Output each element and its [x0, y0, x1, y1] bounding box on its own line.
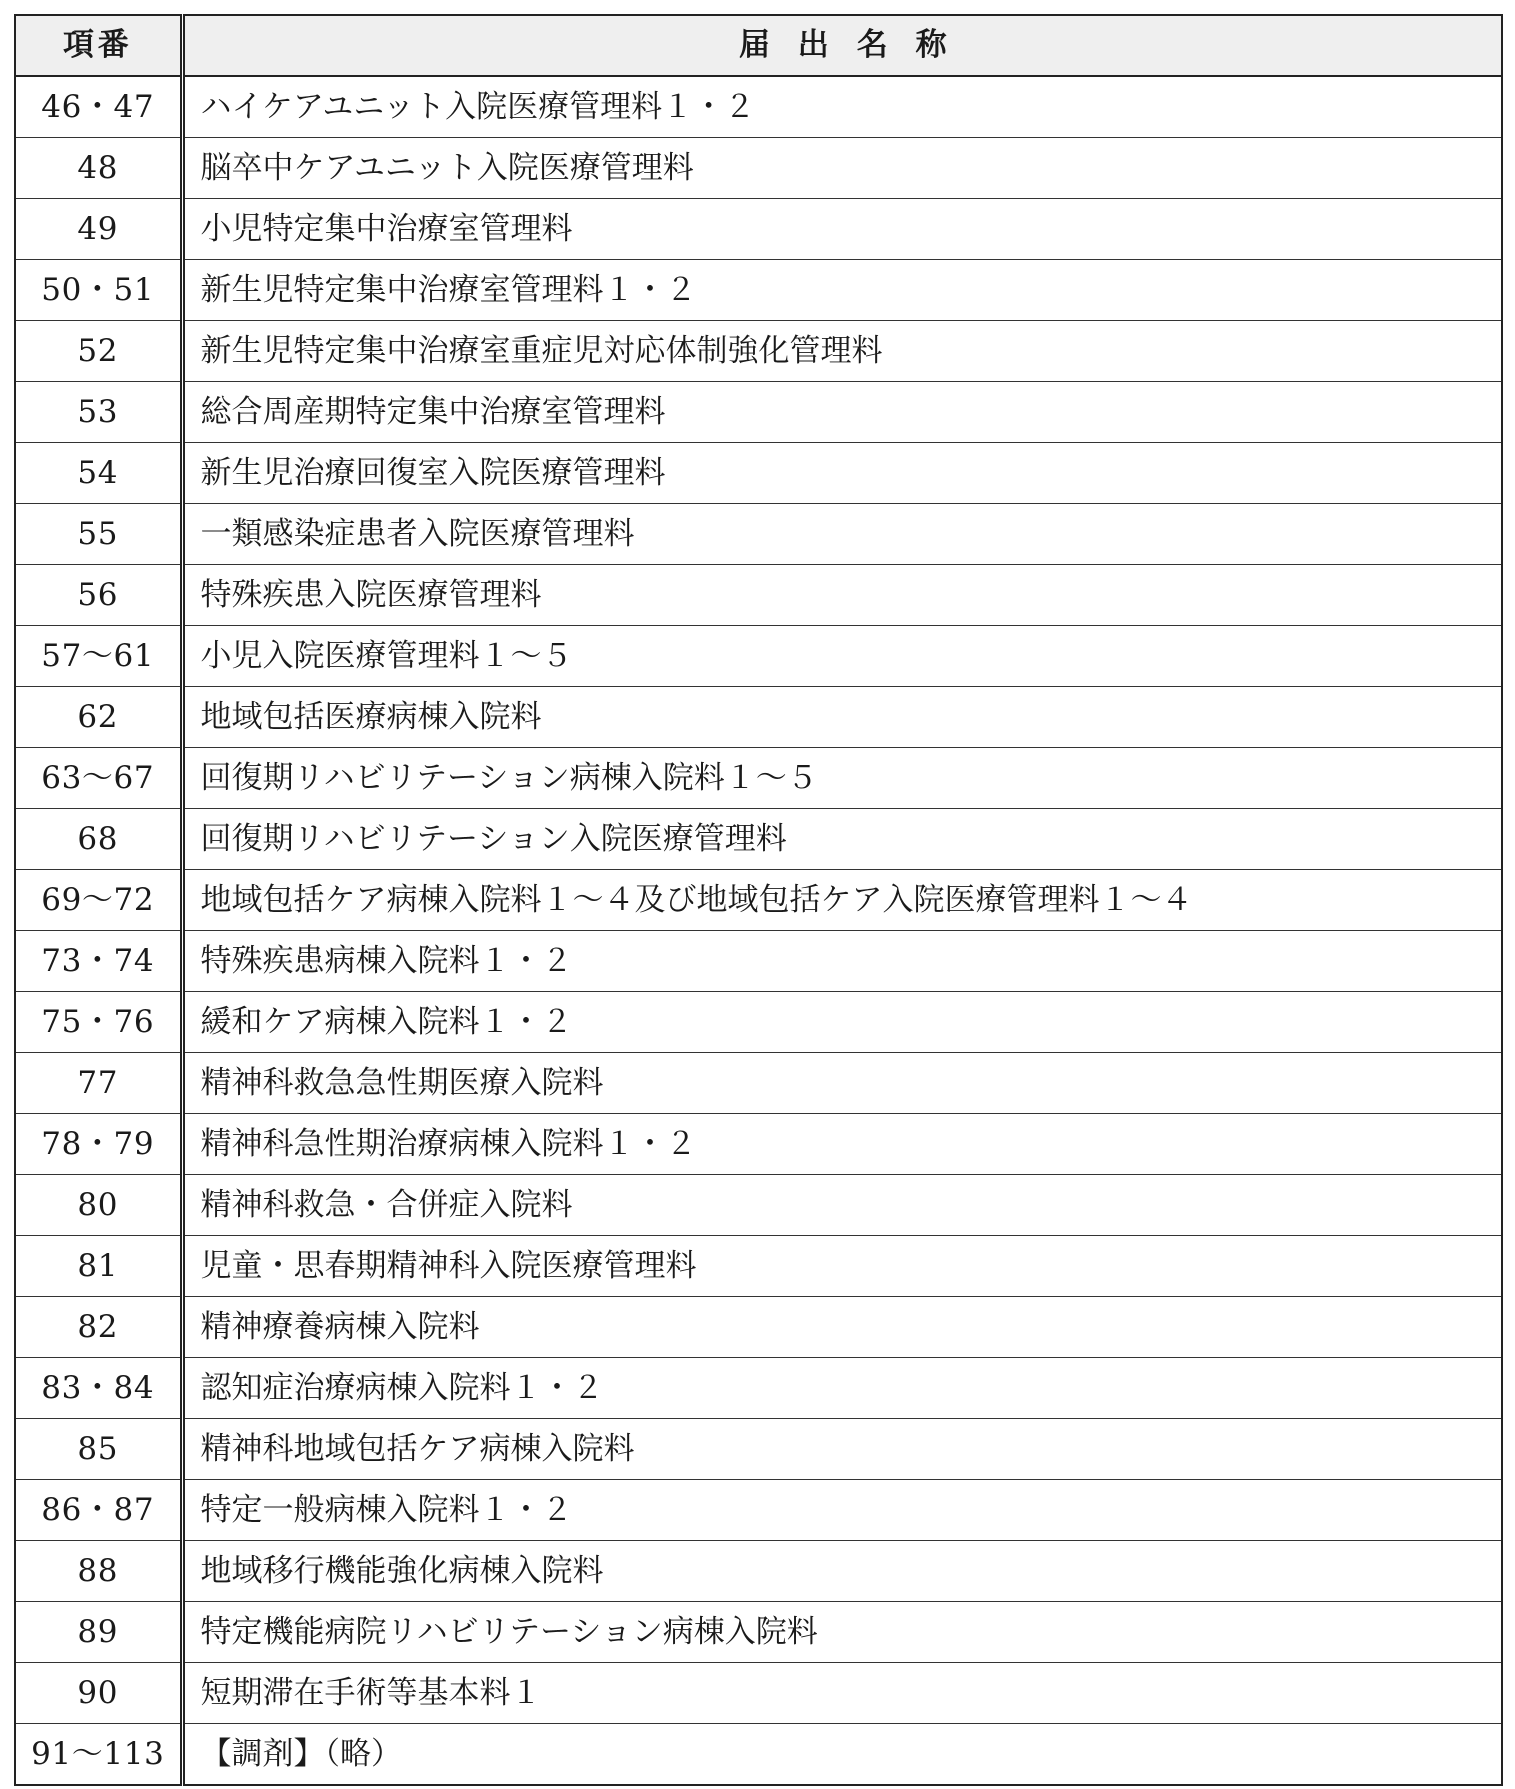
item-number-cell: 78・79 [15, 1114, 182, 1175]
item-number-cell: 48 [15, 138, 182, 199]
item-number-cell: 52 [15, 321, 182, 382]
item-number-cell: 50・51 [15, 260, 182, 321]
notification-name-cell: 認知症治療病棟入院料１・２ [182, 1358, 1502, 1419]
table-row [15, 809, 1502, 870]
table-row [15, 870, 1502, 931]
table-row [15, 1724, 1502, 1786]
notification-name-cell: 特殊疾患入院医療管理料 [182, 565, 1502, 626]
notification-name-cell: 精神科救急・合併症入院料 [182, 1175, 1502, 1236]
notification-name-cell: 地域包括医療病棟入院料 [182, 687, 1502, 748]
notification-name-cell: 地域移行機能強化病棟入院料 [182, 1541, 1502, 1602]
table-row [15, 1663, 1502, 1724]
item-number-cell: 62 [15, 687, 182, 748]
notification-name-cell: 緩和ケア病棟入院料１・２ [182, 992, 1502, 1053]
notification-table [14, 14, 1503, 1786]
table-row [15, 1053, 1502, 1114]
item-number-cell: 77 [15, 1053, 182, 1114]
item-number-cell: 80 [15, 1175, 182, 1236]
item-number-cell: 73・74 [15, 931, 182, 992]
notification-name-cell: ハイケアユニット入院医療管理料１・２ [182, 76, 1502, 138]
notification-name-cell: 【調剤】（略） [182, 1724, 1502, 1786]
table-row [15, 1541, 1502, 1602]
item-number-cell: 75・76 [15, 992, 182, 1053]
notification-name-cell: 小児入院医療管理料１～５ [182, 626, 1502, 687]
notification-name-cell: 特定一般病棟入院料１・２ [182, 1480, 1502, 1541]
table-row [15, 1297, 1502, 1358]
item-number-cell: 53 [15, 382, 182, 443]
notification-name-cell: 精神科救急急性期医療入院料 [182, 1053, 1502, 1114]
notification-name-cell: 特定機能病院リハビリテーション病棟入院料 [182, 1602, 1502, 1663]
table-row [15, 1358, 1502, 1419]
table-row [15, 565, 1502, 626]
item-number-cell: 56 [15, 565, 182, 626]
table-row [15, 199, 1502, 260]
header-item-number: 項番 [15, 15, 182, 76]
table-row [15, 76, 1502, 138]
item-number-cell: 82 [15, 1297, 182, 1358]
item-number-cell: 83・84 [15, 1358, 182, 1419]
table-row [15, 687, 1502, 748]
notification-name-cell: 新生児特定集中治療室管理料１・２ [182, 260, 1502, 321]
item-number-cell: 55 [15, 504, 182, 565]
notification-name-cell: 児童・思春期精神科入院医療管理料 [182, 1236, 1502, 1297]
item-number-cell: 91～113 [15, 1724, 182, 1786]
notification-name-cell: 総合周産期特定集中治療室管理料 [182, 382, 1502, 443]
table-body [15, 76, 1502, 1785]
notification-name-cell: 精神科急性期治療病棟入院料１・２ [182, 1114, 1502, 1175]
notification-name-cell: 小児特定集中治療室管理料 [182, 199, 1502, 260]
table-row [15, 382, 1502, 443]
header-row [15, 15, 1502, 76]
table-row [15, 1175, 1502, 1236]
item-number-cell: 88 [15, 1541, 182, 1602]
header-notification-name: 届出名称 [182, 15, 1502, 76]
notification-name-cell: 回復期リハビリテーション入院医療管理料 [182, 809, 1502, 870]
table-row [15, 1236, 1502, 1297]
item-number-cell: 49 [15, 199, 182, 260]
item-number-cell: 81 [15, 1236, 182, 1297]
notification-name-cell: 一類感染症患者入院医療管理料 [182, 504, 1502, 565]
item-number-cell: 54 [15, 443, 182, 504]
notification-name-cell: 地域包括ケア病棟入院料１～４及び地域包括ケア入院医療管理料１～４ [182, 870, 1502, 931]
notification-name-cell: 精神療養病棟入院料 [182, 1297, 1502, 1358]
item-number-cell: 57～61 [15, 626, 182, 687]
notification-name-cell: 回復期リハビリテーション病棟入院料１～５ [182, 748, 1502, 809]
item-number-cell: 63～67 [15, 748, 182, 809]
table-row [15, 992, 1502, 1053]
item-number-cell: 46・47 [15, 76, 182, 138]
table-row [15, 1480, 1502, 1541]
table-row [15, 931, 1502, 992]
item-number-cell: 68 [15, 809, 182, 870]
table-row [15, 748, 1502, 809]
item-number-cell: 90 [15, 1663, 182, 1724]
table-row [15, 1602, 1502, 1663]
item-number-cell: 89 [15, 1602, 182, 1663]
notification-name-cell: 精神科地域包括ケア病棟入院料 [182, 1419, 1502, 1480]
table-row [15, 321, 1502, 382]
notification-name-cell: 脳卒中ケアユニット入院医療管理料 [182, 138, 1502, 199]
notification-name-cell: 短期滞在手術等基本料１ [182, 1663, 1502, 1724]
table-row [15, 626, 1502, 687]
table-row [15, 1419, 1502, 1480]
table-row [15, 260, 1502, 321]
table-row [15, 504, 1502, 565]
notification-name-cell: 新生児特定集中治療室重症児対応体制強化管理料 [182, 321, 1502, 382]
table-row [15, 443, 1502, 504]
table-row [15, 138, 1502, 199]
notification-name-cell: 特殊疾患病棟入院料１・２ [182, 931, 1502, 992]
item-number-cell: 69～72 [15, 870, 182, 931]
table-row [15, 1114, 1502, 1175]
item-number-cell: 86・87 [15, 1480, 182, 1541]
item-number-cell: 85 [15, 1419, 182, 1480]
notification-name-cell: 新生児治療回復室入院医療管理料 [182, 443, 1502, 504]
